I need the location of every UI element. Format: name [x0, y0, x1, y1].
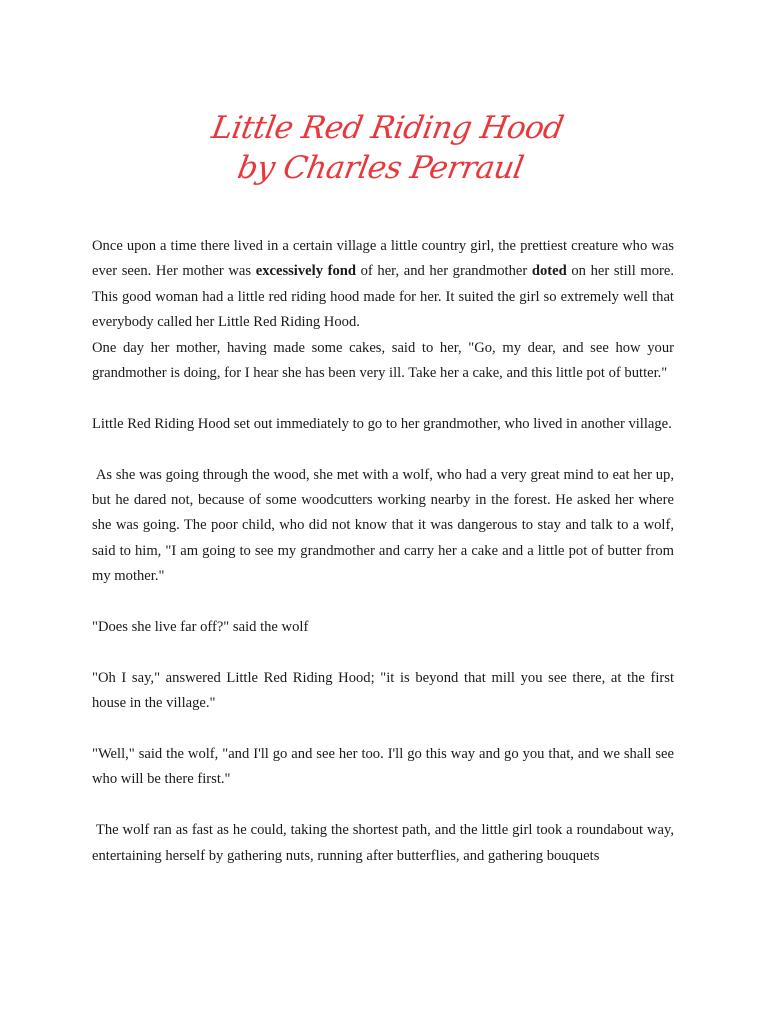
- paragraph-gap: [92, 793, 674, 818]
- paragraph-4-text: As she was going through the wood, she met with a wolf, who had a very great mind to eat her up, but he dared not, because of some woodcutters working nearby in the forest. He asked her where she was going. The poor child, who did not know that it was dangerous to stay and talk to a wolf, said to him, "I am going to see my grandmother and carry her a cake and a little pot of butter from my mother.": [92, 466, 674, 585]
- paragraph-5: "Does she live far off?" said the wolf: [92, 619, 309, 636]
- paragraph-1-text-b: of her, and her grandmother: [356, 263, 532, 280]
- emphasis-doted: doted: [531, 263, 567, 280]
- paragraph-1: [92, 234, 674, 336]
- paragraph-7: "Well," said the wolf, "and I'll go and see her too. I'll go this way and go you that, and we shall see who will be there first.": [92, 746, 674, 788]
- paragraph-gap: [92, 437, 674, 462]
- paragraph-2: One day her mother, having made some cakes, said to her, "Go, my dear, and see how your grandmother is doing, for I hear she has been very ill. Take her a cake, and this little pot of butter.": [92, 339, 674, 382]
- title-line-2: by Charles Perraul: [234, 150, 527, 186]
- paragraph-8-text: The wolf ran as fast as he could, taking the shortest path, and the little girl took a roundabout way, entertaining herself by gathering nuts, running after butterflies, and gathering bouquets: [92, 822, 674, 864]
- paragraph-gap: [92, 590, 674, 615]
- paragraph-1-text-a: Once upon a time there lived in a certain village a little country girl, the prettiest creature who was ever seen. Her mother was: [92, 238, 674, 280]
- emphasis-excessively-fond: excessively fond: [255, 263, 356, 280]
- paragraph-4: [92, 463, 674, 590]
- title-line-1: Little Red Riding Hood: [208, 110, 567, 146]
- paragraph-gap: [92, 717, 674, 742]
- paragraph-8: [92, 818, 674, 869]
- story-body: [92, 234, 674, 869]
- paragraph-1-text-c: on her still more. This good woman had a little red riding hood made for her. It suited the girl so extremely well that everybody called her Little Red Riding Hood.: [92, 263, 675, 331]
- paragraph-6: "Oh I say," answered Little Red Riding Hood; "it is beyond that mill you see there, at the first house in the village.": [92, 669, 674, 712]
- story-title: [0, 108, 768, 188]
- paragraph-3: Little Red Riding Hood set out immediately to go to her grandmother, who lived in another village.: [92, 415, 672, 432]
- paragraph-gap: [92, 640, 674, 665]
- paragraph-gap: [92, 386, 674, 411]
